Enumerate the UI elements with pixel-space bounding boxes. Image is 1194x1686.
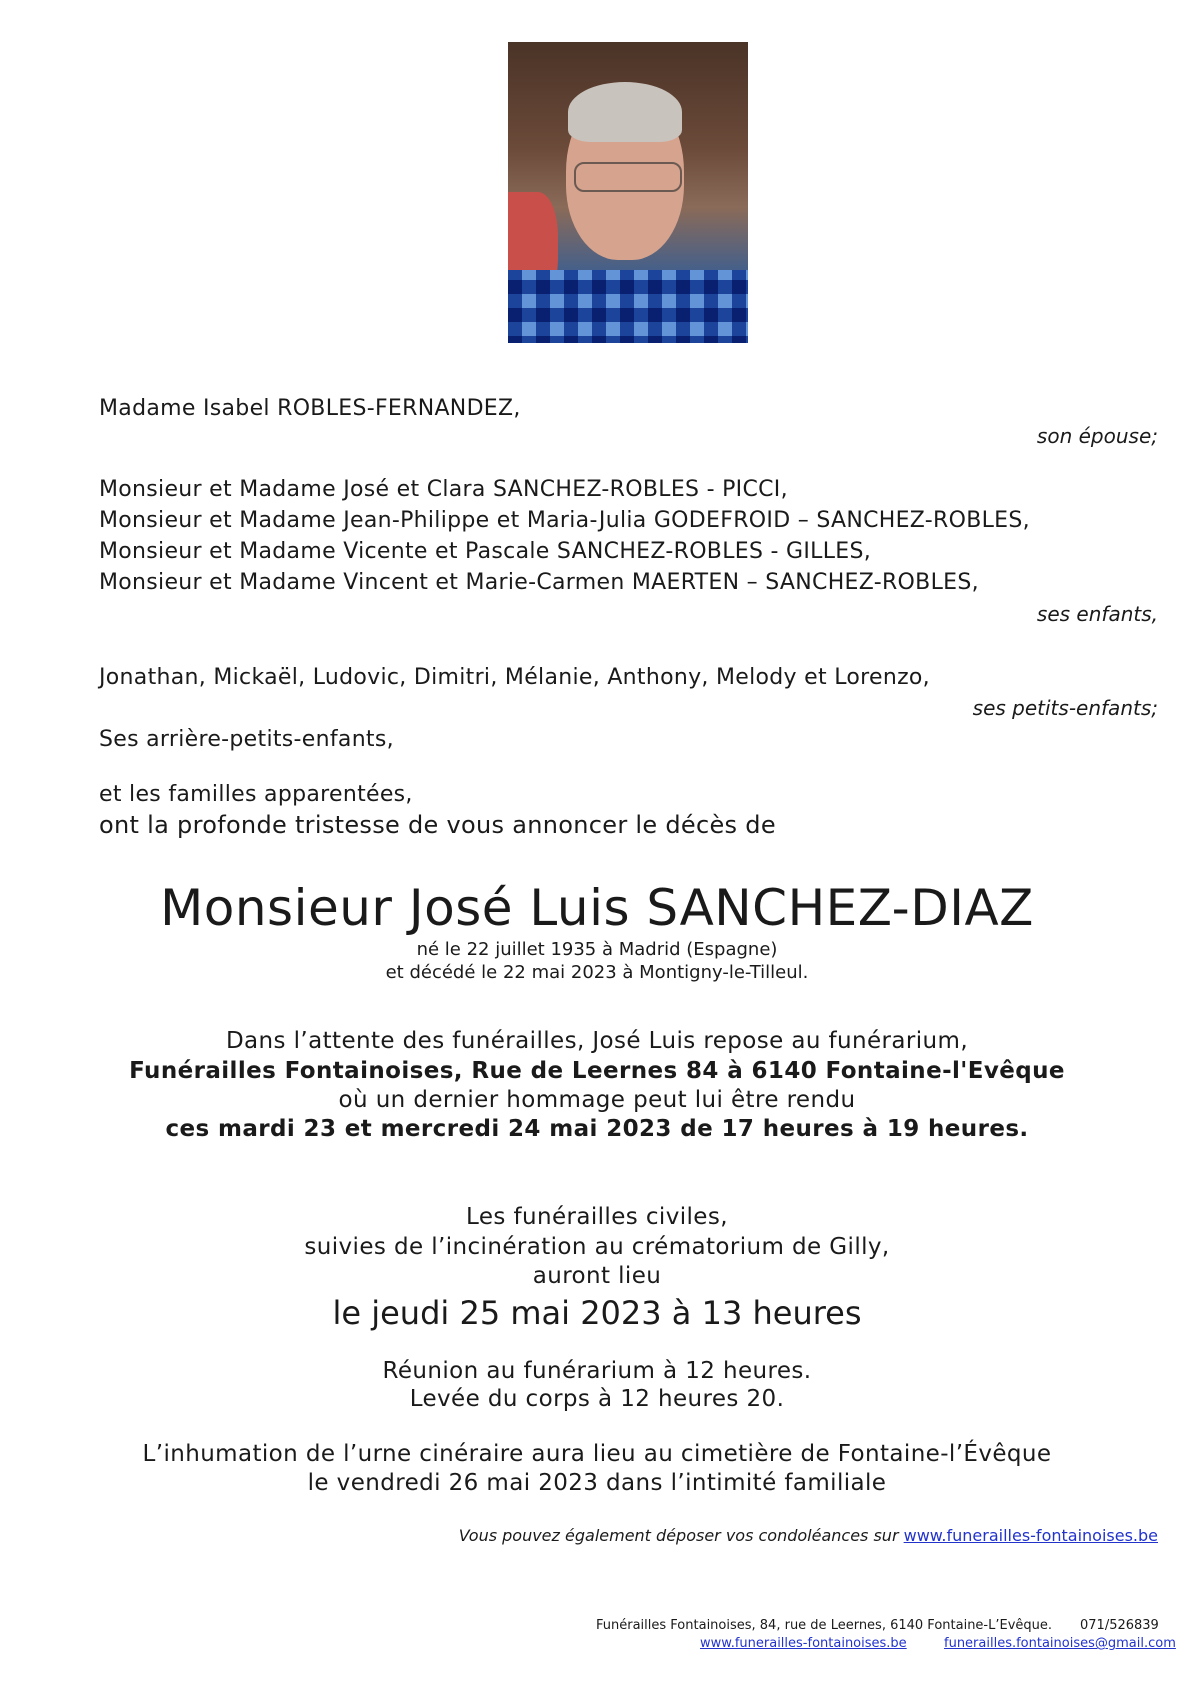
photo-hair-shape — [568, 82, 682, 142]
footer-company-address: Funérailles Fontainoises, 84, rue de Leernes, 6140 Fontaine-L’Evêque. — [596, 1618, 1053, 1633]
spouse-role: son épouse; — [1036, 424, 1158, 448]
footer-website-link[interactable]: www.funerailles-fontainoises.be — [700, 1636, 907, 1651]
death-info: et décédé le 22 mai 2023 à Montigny-le-Tilleul. — [385, 962, 809, 983]
child-line-3: Monsieur et Madame Vicente et Pascale SANCHEZ-ROBLES - GILLES, — [99, 539, 872, 564]
announcement: ont la profonde tristesse de vous annoncer le décès de — [99, 811, 776, 839]
children-role: ses enfants, — [1036, 602, 1158, 626]
photo-shirt-shape — [508, 270, 748, 343]
condolences-line — [459, 1527, 1158, 1545]
portrait-photo — [508, 42, 748, 343]
condolences-text: Vous pouvez également déposer vos condoléances sur — [458, 1526, 899, 1545]
grandchildren-role: ses petits-enfants; — [972, 696, 1158, 720]
funeral-will-take-place: auront lieu — [532, 1263, 662, 1289]
visitation-dates: ces mardi 23 et mercredi 24 mai 2023 de 17 heures à 19 heures. — [165, 1116, 1029, 1142]
grandchildren-names: Jonathan, Mickaël, Ludovic, Dimitri, Mélanie, Anthony, Melody et Lorenzo, — [99, 665, 930, 690]
great-grandchildren: Ses arrière-petits-enfants, — [99, 727, 394, 752]
body-departure: Levée du corps à 12 heures 20. — [409, 1386, 785, 1412]
spouse-name: Madame Isabel ROBLES-FERNANDEZ, — [99, 396, 521, 421]
visitation-intro: Dans l’attente des funérailles, José Luis repose au funérarium, — [225, 1028, 969, 1054]
urn-burial-location: L’inhumation de l’urne cinéraire aura lieu au cimetière de Fontaine-l’Évêque — [142, 1441, 1052, 1467]
footer-phone: 071/526839 — [1080, 1618, 1159, 1633]
photo-glasses-shape — [574, 162, 682, 192]
visitation-place: Funérailles Fontainoises, Rue de Leernes 84 à 6140 Fontaine-l'Evêque — [129, 1058, 1065, 1084]
funeral-intro: Les funérailles civiles, — [466, 1204, 728, 1230]
footer-email-link[interactable]: funerailles.fontainoises@gmail.com — [944, 1636, 1176, 1651]
funeral-cremation: suivies de l’incinération au crématorium de Gilly, — [304, 1234, 890, 1260]
birth-info: né le 22 juillet 1935 à Madrid (Espagne) — [416, 939, 778, 960]
visitation-homage: où un dernier hommage peut lui être rendu — [338, 1087, 856, 1113]
funeral-date: le jeudi 25 mai 2023 à 13 heures — [332, 1294, 862, 1332]
condolences-link[interactable]: www.funerailles-fontainoises.be — [903, 1526, 1158, 1545]
child-line-2: Monsieur et Madame Jean-Philippe et Maria-Julia GODEFROID – SANCHEZ-ROBLES, — [99, 508, 1030, 533]
deceased-name: Monsieur José Luis SANCHEZ-DIAZ — [160, 879, 1034, 937]
child-line-1: Monsieur et Madame José et Clara SANCHEZ-ROBLES - PICCI, — [99, 477, 788, 502]
related-families: et les familles apparentées, — [99, 782, 413, 807]
urn-burial-date: le vendredi 26 mai 2023 dans l’intimité familiale — [307, 1470, 887, 1496]
child-line-4: Monsieur et Madame Vincent et Marie-Carmen MAERTEN – SANCHEZ-ROBLES, — [99, 570, 979, 595]
funerarium-meeting: Réunion au funérarium à 12 heures. — [382, 1358, 812, 1384]
